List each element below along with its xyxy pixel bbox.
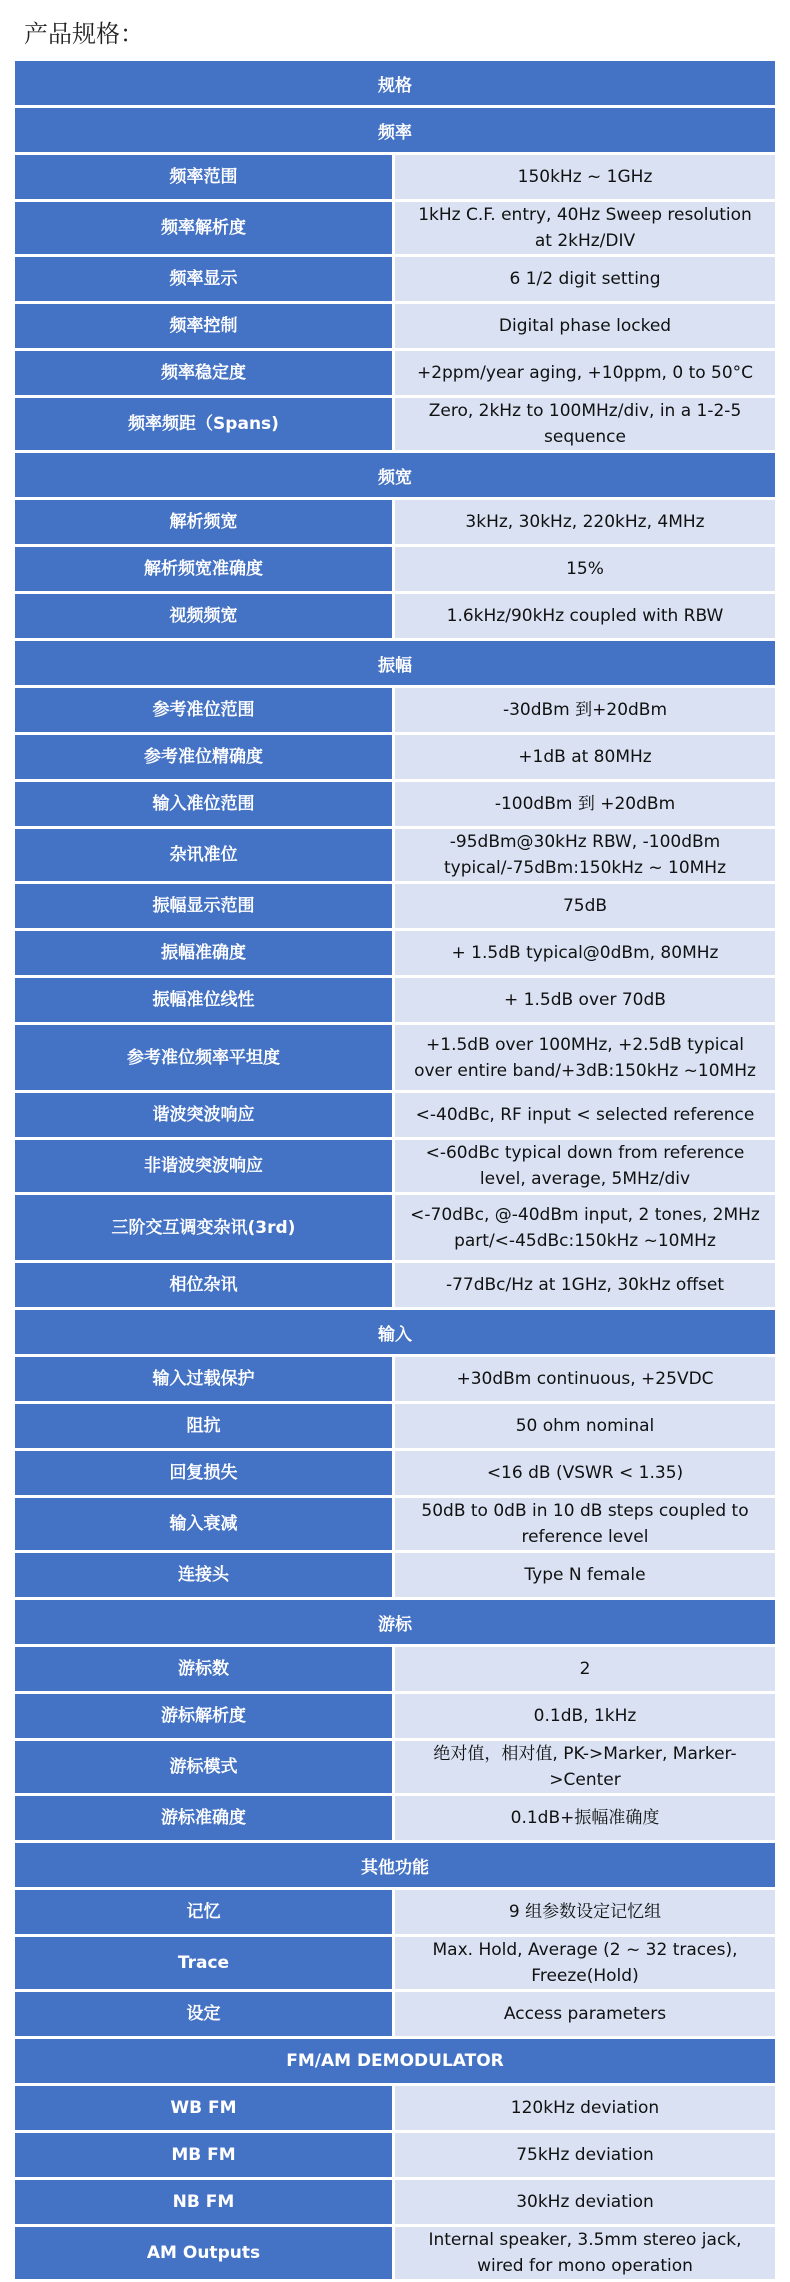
spec-main-header: 规格 [15, 61, 775, 105]
spec-row [15, 547, 775, 591]
spec-row [15, 688, 775, 732]
spec-label: 频率显示 [15, 257, 395, 301]
spec-value: <-60dBc typical down from reference level, average, 5MHz/div [395, 1140, 775, 1192]
spec-label: WB FM [15, 2086, 395, 2130]
section-header-row [15, 2039, 775, 2083]
spec-label: 频率稳定度 [15, 351, 395, 395]
section-header-row [15, 641, 775, 685]
spec-value: Digital phase locked [395, 304, 775, 348]
spec-row [15, 500, 775, 544]
spec-value: 150kHz ~ 1GHz [395, 155, 775, 199]
spec-value: + 1.5dB typical@0dBm, 80MHz [395, 931, 775, 975]
spec-row [15, 1451, 775, 1495]
spec-row [15, 1195, 775, 1260]
section-header: 游标 [15, 1600, 775, 1644]
section-header: FM/AM DEMODULATOR [15, 2039, 775, 2083]
spec-row [15, 2180, 775, 2224]
spec-value: 75dB [395, 884, 775, 928]
spec-value: Max. Hold, Average (2 ~ 32 traces), Freeze(Hold) [395, 1937, 775, 1989]
spec-row [15, 1093, 775, 1137]
spec-row [15, 829, 775, 881]
spec-value: <16 dB (VSWR < 1.35) [395, 1451, 775, 1495]
spec-label: 游标数 [15, 1647, 395, 1691]
spec-label: 振幅准确度 [15, 931, 395, 975]
section-header-row [15, 108, 775, 152]
spec-label: 频率范围 [15, 155, 395, 199]
spec-value: -30dBm 到+20dBm [395, 688, 775, 732]
spec-row [15, 257, 775, 301]
spec-value: 50 ohm nominal [395, 1404, 775, 1448]
spec-value: 2 [395, 1647, 775, 1691]
section-header-row [15, 1600, 775, 1644]
spec-row [15, 1025, 775, 1090]
spec-row [15, 202, 775, 254]
spec-label: AM Outputs [15, 2227, 395, 2279]
spec-value: Internal speaker, 3.5mm stereo jack, wired for mono operation [395, 2227, 775, 2279]
spec-label: 输入衰减 [15, 1498, 395, 1550]
spec-main-header-row [15, 61, 775, 105]
spec-label: 游标准确度 [15, 1796, 395, 1840]
spec-row [15, 1890, 775, 1934]
spec-row [15, 351, 775, 395]
spec-label: 记忆 [15, 1890, 395, 1934]
spec-row [15, 782, 775, 826]
spec-value: 120kHz deviation [395, 2086, 775, 2130]
spec-value: 0.1dB+振幅准确度 [395, 1796, 775, 1840]
spec-row [15, 884, 775, 928]
spec-label: 输入过载保护 [15, 1357, 395, 1401]
spec-label: 回复损失 [15, 1451, 395, 1495]
spec-table [15, 58, 775, 2282]
spec-label: 振幅准位线性 [15, 978, 395, 1022]
spec-label: 参考准位频率平坦度 [15, 1025, 395, 1090]
spec-label: 频率控制 [15, 304, 395, 348]
spec-label: 解析频宽准确度 [15, 547, 395, 591]
spec-row [15, 931, 775, 975]
spec-label: 谐波突波响应 [15, 1093, 395, 1137]
spec-value: 50dB to 0dB in 10 dB steps coupled to reference level [395, 1498, 775, 1550]
spec-value: Access parameters [395, 1992, 775, 2036]
spec-value: -100dBm 到 +20dBm [395, 782, 775, 826]
spec-label: 设定 [15, 1992, 395, 2036]
spec-row [15, 1404, 775, 1448]
spec-row [15, 2133, 775, 2177]
spec-row [15, 1498, 775, 1550]
spec-label: MB FM [15, 2133, 395, 2177]
page-title: 产品规格： [24, 20, 144, 48]
spec-value: 绝对值，相对值, PK->Marker, Marker->Center [395, 1741, 775, 1793]
spec-row [15, 1263, 775, 1307]
spec-value: + 1.5dB over 70dB [395, 978, 775, 1022]
spec-value: <-70dBc, @-40dBm input, 2 tones, 2MHz part/<-45dBc:150kHz ~10MHz [395, 1195, 775, 1260]
spec-row [15, 304, 775, 348]
spec-value: 9 组参数设定记忆组 [395, 1890, 775, 1934]
spec-row [15, 1357, 775, 1401]
spec-label: 参考准位范围 [15, 688, 395, 732]
spec-label: 解析频宽 [15, 500, 395, 544]
spec-row [15, 1647, 775, 1691]
spec-label: 输入准位范围 [15, 782, 395, 826]
spec-row [15, 978, 775, 1022]
spec-value: <-40dBc, RF input < selected reference [395, 1093, 775, 1137]
spec-label: 频率解析度 [15, 202, 395, 254]
section-header: 振幅 [15, 641, 775, 685]
spec-label: 非谐波突波响应 [15, 1140, 395, 1192]
section-header-row [15, 453, 775, 497]
spec-label: 视频频宽 [15, 594, 395, 638]
spec-row [15, 1741, 775, 1793]
spec-value: 3kHz, 30kHz, 220kHz, 4MHz [395, 500, 775, 544]
spec-row [15, 2227, 775, 2279]
spec-row [15, 1937, 775, 1989]
spec-value: +2ppm/year aging, +10ppm, 0 to 50°C [395, 351, 775, 395]
spec-row [15, 1796, 775, 1840]
spec-label: 阻抗 [15, 1404, 395, 1448]
spec-value: +30dBm continuous, +25VDC [395, 1357, 775, 1401]
spec-row [15, 1992, 775, 2036]
spec-value: Zero, 2kHz to 100MHz/div, in a 1-2-5 sequence [395, 398, 775, 450]
spec-row [15, 735, 775, 779]
spec-label: 振幅显示范围 [15, 884, 395, 928]
spec-label: 杂讯准位 [15, 829, 395, 881]
spec-row [15, 2086, 775, 2130]
spec-value: 0.1dB, 1kHz [395, 1694, 775, 1738]
spec-label: 三阶交互调变杂讯(3rd) [15, 1195, 395, 1260]
section-header-row [15, 1310, 775, 1354]
spec-row [15, 1553, 775, 1597]
spec-value: -77dBc/Hz at 1GHz, 30kHz offset [395, 1263, 775, 1307]
spec-label: NB FM [15, 2180, 395, 2224]
spec-value: 1.6kHz/90kHz coupled with RBW [395, 594, 775, 638]
spec-value: Type N female [395, 1553, 775, 1597]
spec-table-body [15, 61, 775, 2279]
spec-row [15, 1694, 775, 1738]
spec-value: 75kHz deviation [395, 2133, 775, 2177]
spec-label: 相位杂讯 [15, 1263, 395, 1307]
spec-label: Trace [15, 1937, 395, 1989]
spec-value: 15% [395, 547, 775, 591]
section-header: 其他功能 [15, 1843, 775, 1887]
spec-row [15, 398, 775, 450]
section-header: 输入 [15, 1310, 775, 1354]
spec-value: +1dB at 80MHz [395, 735, 775, 779]
spec-value: 1kHz C.F. entry, 40Hz Sweep resolution at 2kHz/DIV [395, 202, 775, 254]
spec-value: -95dBm@30kHz RBW, -100dBm typical/-75dBm:150kHz ~ 10MHz [395, 829, 775, 881]
spec-label: 频率频距（Spans) [15, 398, 395, 450]
spec-row [15, 1140, 775, 1192]
spec-value: +1.5dB over 100MHz, +2.5dB typical over entire band/+3dB:150kHz ~10MHz [395, 1025, 775, 1090]
spec-row [15, 594, 775, 638]
spec-row [15, 155, 775, 199]
spec-label: 游标解析度 [15, 1694, 395, 1738]
section-header-row [15, 1843, 775, 1887]
section-header: 频宽 [15, 453, 775, 497]
spec-value: 6 1/2 digit setting [395, 257, 775, 301]
spec-label: 连接头 [15, 1553, 395, 1597]
spec-label: 参考准位精确度 [15, 735, 395, 779]
section-header: 频率 [15, 108, 775, 152]
spec-label: 游标模式 [15, 1741, 395, 1793]
spec-value: 30kHz deviation [395, 2180, 775, 2224]
